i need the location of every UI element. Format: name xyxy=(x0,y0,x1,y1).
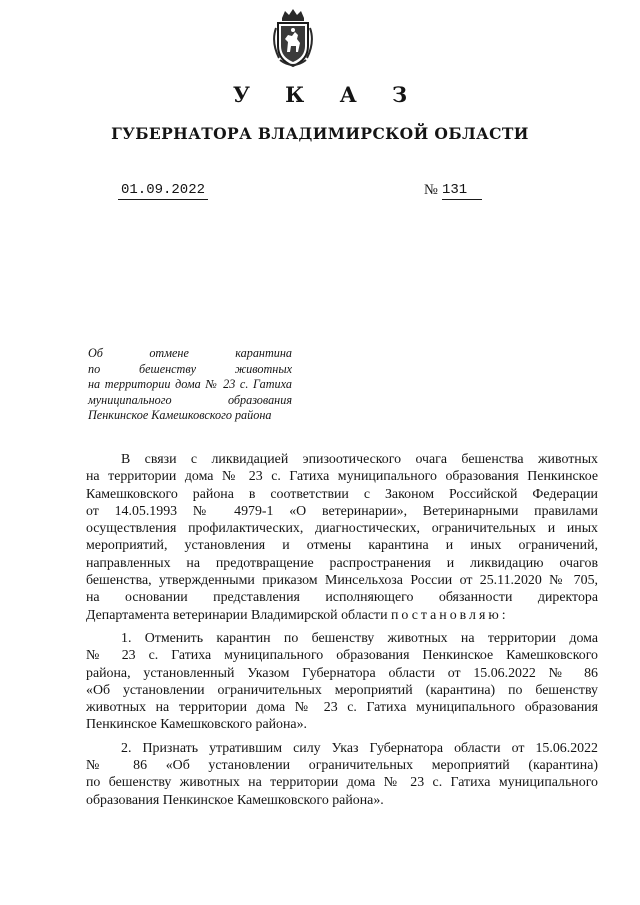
preamble-line: В связи с ликвидацией эпизоотического очага бешенства животных xyxy=(121,452,598,467)
document-number: 131 xyxy=(442,182,482,200)
item-1-line: Пенкинское Камешковского района». xyxy=(86,717,308,733)
preamble-line: осуществления профилактических, диагностических, ограничительных и иных xyxy=(86,521,598,537)
subject-line: Пенкинское Камешковского района xyxy=(88,408,272,423)
item-2-line: 2. Признать утратившим силу Указ Губернатора области от 15.06.2022 xyxy=(121,740,598,756)
coat-of-arms-icon xyxy=(270,8,316,70)
item-1-line: 1. Отменить карантин по бешенству животных на территории дома xyxy=(121,630,598,646)
preamble-line: на территории дома № 23 с. Гатиха муниципального образования Пенкинское xyxy=(86,469,598,485)
item-1-line: района, установленный Указом Губернатора области от 15.06.2022 № 86 xyxy=(86,665,598,681)
issuer-title: ГУБЕРНАТОРА ВЛАДИМИРСКОЙ ОБЛАСТИ xyxy=(111,124,529,143)
preamble-line: бешенства, утвержденными приказом Минсельхоза России от 25.11.2020 № 705, xyxy=(86,573,598,589)
number-sign: № xyxy=(424,182,438,198)
item-2-line: образования Пенкинское Камешковского района». xyxy=(86,792,384,808)
document-body xyxy=(86,451,598,809)
preamble-line: от 14.05.1993 № 4979-1 «О ветеринарии», Ветеринарными правилами xyxy=(86,503,598,519)
subject-line: по бешенству животных xyxy=(88,361,292,376)
subject-heading xyxy=(88,346,292,424)
item-1-line: «Об установлении ограничительных мероприятий (карантина) по бешенству xyxy=(86,682,598,698)
subject-line: на территории дома № 23 с. Гатиха xyxy=(88,377,292,392)
preamble-line: мероприятий, установления и отмены карантина и иных ограничений, xyxy=(86,538,598,554)
subject-line: муниципального образования xyxy=(88,392,292,407)
preamble-line: направленных на предотвращение распространения и ликвидацию очагов xyxy=(86,555,598,571)
document-type-title: У К А З xyxy=(232,82,422,107)
preamble-last-line xyxy=(86,607,598,624)
preamble-line: Департамента ветеринарии Владимирской области xyxy=(86,607,388,623)
preamble-line: Камешковского района в соответствии с Законом Российской Федерации xyxy=(86,486,598,502)
item-2-line: № 86 «Об установлении ограничительных мероприятий (карантина) xyxy=(86,758,598,774)
subject-line: Об отмене карантина xyxy=(88,346,292,360)
item-1-line: животных на территории дома № 23 с. Гатиха муниципального образования xyxy=(86,700,598,716)
decree-word: постановляю: xyxy=(391,607,509,623)
preamble-line: на основании представления исполняющего обязанности директора xyxy=(86,590,598,606)
item-1-line: № 23 с. Гатиха муниципального образования Пенкинское Камешковского xyxy=(86,648,598,664)
document-date: 01.09.2022 xyxy=(118,182,208,200)
item-2-line: по бешенству животных на территории дома № 23 с. Гатиха муниципального xyxy=(86,775,598,791)
